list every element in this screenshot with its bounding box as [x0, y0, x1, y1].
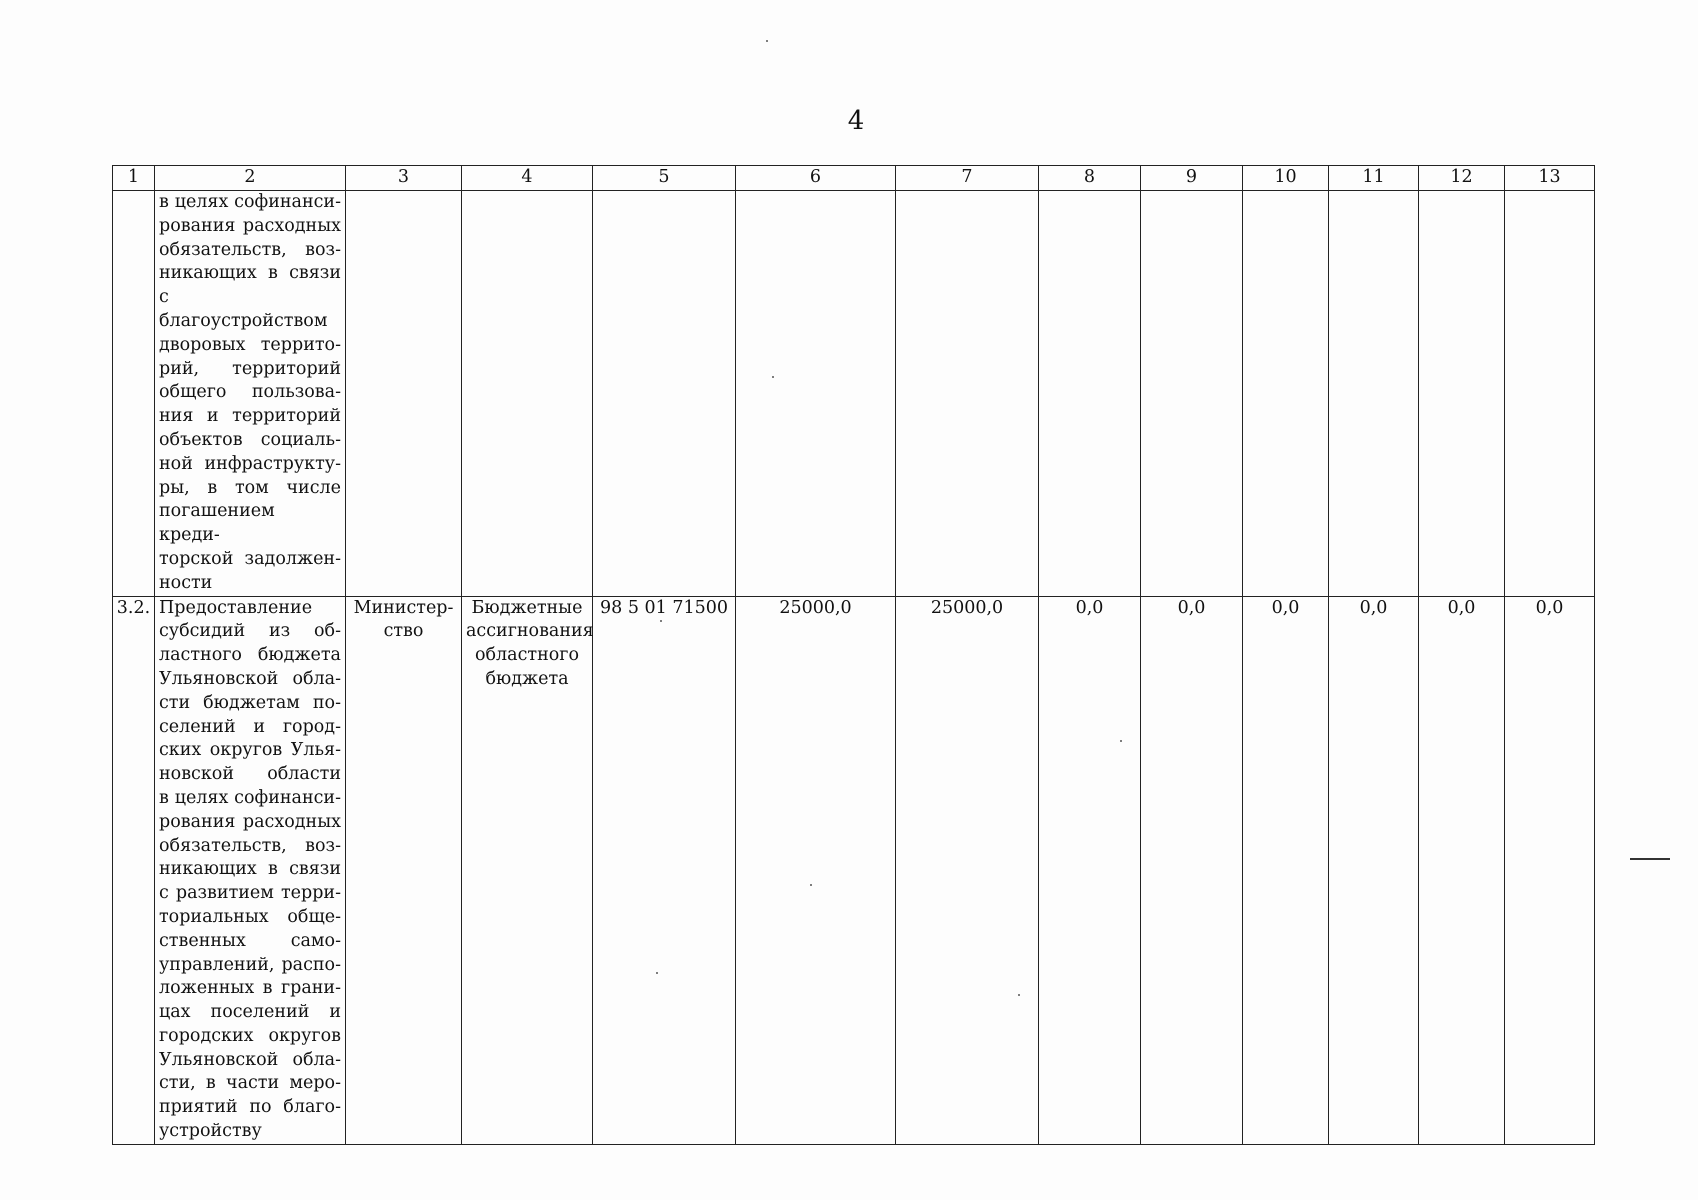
scan-speck: [1018, 994, 1020, 996]
header-row: [113, 166, 1595, 191]
column-header: 4: [462, 166, 593, 191]
scan-speck: [810, 884, 812, 886]
column-header: 6: [736, 166, 896, 191]
column-header: 8: [1039, 166, 1141, 191]
column-header: 11: [1329, 166, 1419, 191]
cell-value-col12: 0,0: [1419, 596, 1505, 1144]
scan-edge-mark: [1630, 858, 1670, 860]
cell-empty: [1243, 191, 1329, 597]
scan-speck: [772, 376, 774, 378]
cell-budget-code: 98 5 01 71500: [593, 596, 736, 1144]
scan-speck: [656, 972, 658, 974]
cell-description-continuation: в целях софинанси- рования расходных обязательств, воз- никающих в связи с благоустройством дворовых террито- рий, территорий общего пользова- ния и территорий объектов социаль- ной инфраструкту- ры, в том числе погашением креди- торской задолжен- ности: [155, 191, 346, 597]
column-header: 10: [1243, 166, 1329, 191]
column-header: 7: [896, 166, 1039, 191]
cell-description: Предоставление субсидий из об- ластного бюджета Ульяновской обла- сти бюджетам по- селений и город- ских округов Улья- новской области в целях софинанси- рования расходных обязательств, воз- никающих в связи с развитием терри- ториальных обще- ственных само- управлений, распо- ложенных в грани- цах поселений и городских округов Ульяновской обла- сти, в части меро- приятий по благо- устройству: [155, 596, 346, 1144]
column-header: 12: [1419, 166, 1505, 191]
column-header: 2: [155, 166, 346, 191]
cell-empty: [1329, 191, 1419, 597]
cell-value-col8: 0,0: [1039, 596, 1141, 1144]
cell-value-col10: 0,0: [1243, 596, 1329, 1144]
cell-empty: [1039, 191, 1141, 597]
cell-empty: [1141, 191, 1243, 597]
table-row-3-2: [113, 596, 1595, 1144]
cell-empty: [462, 191, 593, 597]
cell-funding-source: Бюджетные ассигнования областного бюджета: [462, 596, 593, 1144]
cell-row-number: 3.2.: [113, 596, 155, 1144]
cell-empty: [1505, 191, 1595, 597]
cell-number: [113, 191, 155, 597]
cell-value-col13: 0,0: [1505, 596, 1595, 1144]
cell-value-col11: 0,0: [1329, 596, 1419, 1144]
cell-value-col9: 0,0: [1141, 596, 1243, 1144]
column-header: 13: [1505, 166, 1595, 191]
budget-table: [112, 165, 1595, 1145]
column-header: 5: [593, 166, 736, 191]
scan-speck: [660, 620, 662, 622]
table-row-continuation: [113, 191, 1595, 597]
cell-empty: [346, 191, 462, 597]
cell-empty: [896, 191, 1039, 597]
cell-empty: [593, 191, 736, 597]
scan-speck: [766, 40, 768, 42]
cell-value-col6: 25000,0: [736, 596, 896, 1144]
page-number: 4: [847, 106, 865, 136]
cell-value-col7: 25000,0: [896, 596, 1039, 1144]
cell-empty: [1419, 191, 1505, 597]
cell-empty: [736, 191, 896, 597]
scan-speck: [1120, 740, 1122, 742]
column-header: 9: [1141, 166, 1243, 191]
cell-executor: Министер- ство: [346, 596, 462, 1144]
column-header: 1: [113, 166, 155, 191]
column-header: 3: [346, 166, 462, 191]
